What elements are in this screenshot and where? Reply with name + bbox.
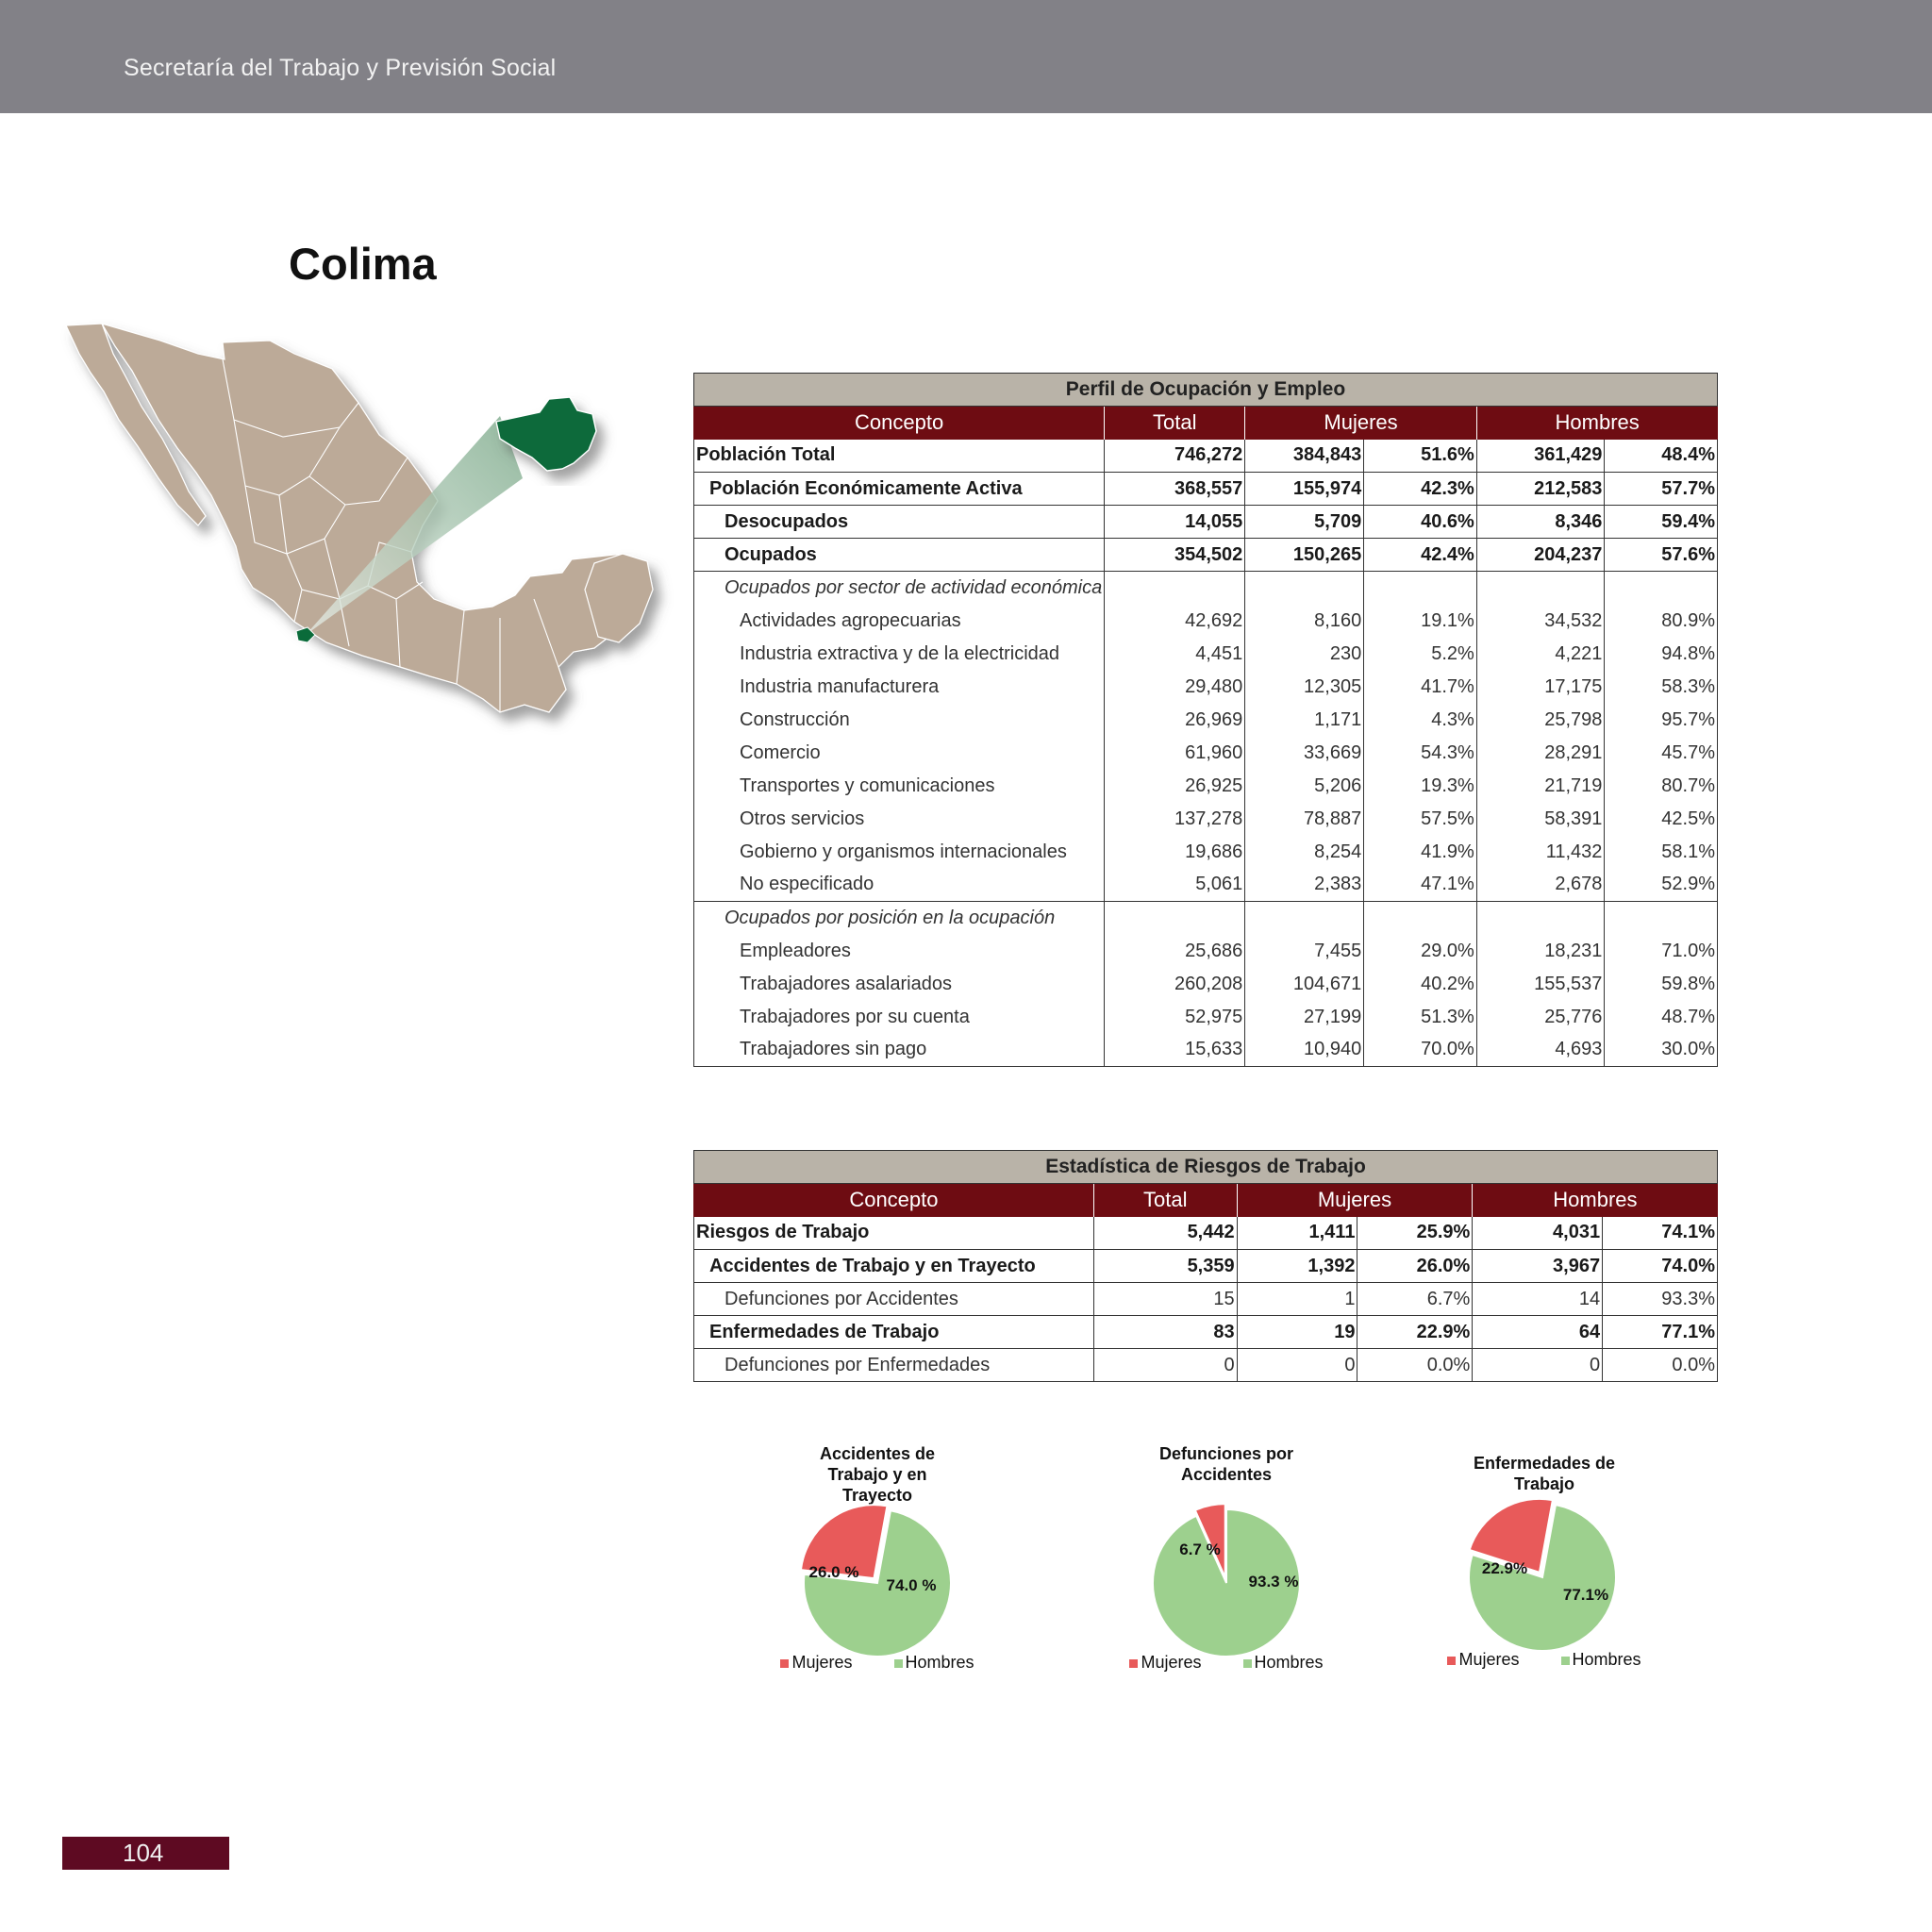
cell-hombres-pct [1605, 572, 1718, 605]
cell-total: 83 [1093, 1316, 1237, 1349]
pie-chart [1085, 1443, 1368, 1689]
pie-svg [1085, 1443, 1368, 1660]
cell-total: 26,969 [1105, 704, 1245, 737]
cell-hombres-pct: 95.7% [1605, 704, 1718, 737]
row-label: Población Económicamente Activa [694, 473, 1105, 506]
cell-mujeres-pct: 29.0% [1364, 935, 1477, 968]
cell-hombres-pct: 30.0% [1605, 1034, 1718, 1067]
row-label: Desocupados [694, 506, 1105, 539]
row-label: Defunciones por Accidentes [694, 1283, 1094, 1316]
cell-mujeres-pct: 19.3% [1364, 770, 1477, 803]
cell-hombres: 155,537 [1476, 968, 1605, 1001]
cell-hombres: 17,175 [1476, 671, 1605, 704]
cell-mujeres-pct: 57.5% [1364, 803, 1477, 836]
cell-hombres: 8,346 [1476, 506, 1605, 539]
legend-item-hombres [1561, 1650, 1641, 1669]
table-row [694, 539, 1718, 572]
cell-mujeres [1245, 902, 1364, 935]
cell-total: 25,686 [1105, 935, 1245, 968]
cell-hombres: 14 [1473, 1283, 1603, 1316]
cell-mujeres-pct: 51.6% [1364, 440, 1477, 473]
cell-hombres-pct: 48.7% [1605, 1001, 1718, 1034]
cell-total: 0 [1093, 1349, 1237, 1382]
cell-mujeres-pct: 5.2% [1364, 638, 1477, 671]
pie-chart [1403, 1449, 1686, 1694]
cell-hombres-pct: 58.3% [1605, 671, 1718, 704]
table-row [694, 1217, 1718, 1250]
cell-mujeres-pct [1364, 572, 1477, 605]
pie-title: Enfermedades de Trabajo [1473, 1454, 1616, 1493]
cell-hombres-pct: 77.1% [1603, 1316, 1718, 1349]
cell-mujeres [1245, 572, 1364, 605]
cell-hombres: 4,693 [1476, 1034, 1605, 1067]
cell-mujeres-pct: 42.4% [1364, 539, 1477, 572]
table-row [694, 1250, 1718, 1283]
cell-hombres-pct: 0.0% [1603, 1349, 1718, 1382]
cell-hombres-pct: 45.7% [1605, 737, 1718, 770]
cell-hombres: 0 [1473, 1349, 1603, 1382]
cell-hombres-pct: 57.6% [1605, 539, 1718, 572]
table-title: Estadística de Riesgos de Trabajo [694, 1151, 1718, 1184]
cell-mujeres-pct: 22.9% [1357, 1316, 1473, 1349]
cell-hombres-pct: 80.7% [1605, 770, 1718, 803]
pie-label-hombres: 77.1% [1562, 1586, 1609, 1604]
row-label: Riesgos de Trabajo [694, 1217, 1094, 1250]
pie-label-mujeres: 26.0 % [808, 1563, 859, 1581]
cell-mujeres-pct: 42.3% [1364, 473, 1477, 506]
mainland-shape [102, 324, 647, 712]
cell-hombres-pct: 59.8% [1605, 968, 1718, 1001]
cell-mujeres: 104,671 [1245, 968, 1364, 1001]
cell-mujeres-pct: 41.9% [1364, 836, 1477, 869]
row-label: Enfermedades de Trabajo [694, 1316, 1094, 1349]
col-header-hombres: Hombres [1476, 407, 1717, 440]
legend-swatch [894, 1659, 903, 1668]
legend-label: Mujeres [1141, 1653, 1202, 1672]
cell-mujeres: 5,709 [1245, 506, 1364, 539]
cell-total: 5,061 [1105, 869, 1245, 902]
pie-label-mujeres: 22.9% [1481, 1559, 1528, 1577]
row-label: Comercio [694, 737, 1105, 770]
cell-mujeres: 7,455 [1245, 935, 1364, 968]
col-header-concepto: Concepto [694, 1184, 1094, 1217]
cell-mujeres-pct: 40.2% [1364, 968, 1477, 1001]
row-label: Trabajadores sin pago [694, 1034, 1105, 1067]
cell-mujeres: 155,974 [1245, 473, 1364, 506]
col-header-mujeres: Mujeres [1237, 1184, 1473, 1217]
cell-hombres-pct: 74.1% [1603, 1217, 1718, 1250]
cell-hombres-pct: 93.3% [1603, 1283, 1718, 1316]
row-label: Empleadores [694, 935, 1105, 968]
table-row [694, 803, 1718, 836]
cell-hombres-pct: 48.4% [1605, 440, 1718, 473]
cell-mujeres: 0 [1237, 1349, 1357, 1382]
pie-label-hombres: 93.3 % [1248, 1573, 1299, 1591]
cell-total: 5,442 [1093, 1217, 1237, 1250]
cell-hombres: 58,391 [1476, 803, 1605, 836]
cell-mujeres-pct: 19.1% [1364, 605, 1477, 638]
table-row [694, 572, 1718, 605]
legend-item-mujeres [1129, 1653, 1201, 1672]
cell-mujeres: 8,160 [1245, 605, 1364, 638]
page-number: 104 [62, 1837, 229, 1870]
cell-hombres-pct: 94.8% [1605, 638, 1718, 671]
cell-mujeres-pct: 40.6% [1364, 506, 1477, 539]
cell-mujeres: 2,383 [1245, 869, 1364, 902]
cell-mujeres: 8,254 [1245, 836, 1364, 869]
col-header-hombres: Hombres [1473, 1184, 1718, 1217]
cell-mujeres-pct: 41.7% [1364, 671, 1477, 704]
table-title: Perfil de Ocupación y Empleo [694, 374, 1718, 407]
row-label: No especificado [694, 869, 1105, 902]
cell-total [1105, 572, 1245, 605]
pie-svg [1403, 1449, 1686, 1666]
mexico-map-svg [57, 316, 679, 759]
row-label: Ocupados por posición en la ocupación [694, 902, 1105, 935]
cell-mujeres-pct: 25.9% [1357, 1217, 1473, 1250]
header-band [0, 0, 1932, 113]
legend-swatch [780, 1659, 789, 1668]
cell-hombres-pct: 58.1% [1605, 836, 1718, 869]
cell-hombres-pct: 59.4% [1605, 506, 1718, 539]
cell-mujeres-pct: 70.0% [1364, 1034, 1477, 1067]
legend-item-mujeres [1447, 1650, 1519, 1669]
legend-item-hombres [894, 1653, 974, 1672]
cell-mujeres: 1,411 [1237, 1217, 1357, 1250]
table-row [694, 770, 1718, 803]
organization-name: Secretaría del Trabajo y Previsión Social [124, 55, 557, 81]
cell-mujeres: 19 [1237, 1316, 1357, 1349]
cell-hombres: 3,967 [1473, 1250, 1603, 1283]
row-label: Defunciones por Enfermedades [694, 1349, 1094, 1382]
col-header-total: Total [1105, 407, 1245, 440]
cell-hombres-pct: 71.0% [1605, 935, 1718, 968]
table-row [694, 968, 1718, 1001]
cell-total: 746,272 [1105, 440, 1245, 473]
cell-hombres: 2,678 [1476, 869, 1605, 902]
table-row [694, 869, 1718, 902]
legend-label: Hombres [1254, 1653, 1324, 1672]
cell-hombres [1476, 902, 1605, 935]
cell-hombres: 34,532 [1476, 605, 1605, 638]
cell-mujeres: 12,305 [1245, 671, 1364, 704]
row-label: Trabajadores asalariados [694, 968, 1105, 1001]
cell-mujeres: 33,669 [1245, 737, 1364, 770]
legend-swatch [1447, 1657, 1456, 1665]
table-row [694, 935, 1718, 968]
row-label: Accidentes de Trabajo y en Trayecto [694, 1250, 1094, 1283]
cell-total: 42,692 [1105, 605, 1245, 638]
table-row [694, 506, 1718, 539]
legend-label: Mujeres [1458, 1650, 1520, 1669]
cell-total: 52,975 [1105, 1001, 1245, 1034]
cell-hombres-pct [1605, 902, 1718, 935]
cell-hombres [1476, 572, 1605, 605]
col-header-mujeres: Mujeres [1245, 407, 1477, 440]
cell-mujeres: 78,887 [1245, 803, 1364, 836]
cell-mujeres-pct: 6.7% [1357, 1283, 1473, 1316]
row-label: Actividades agropecuarias [694, 605, 1105, 638]
perfil-ocupacion-table [693, 373, 1718, 1067]
legend-swatch [1129, 1659, 1138, 1668]
cell-mujeres-pct: 26.0% [1357, 1250, 1473, 1283]
mexico-map [57, 316, 679, 759]
table-row [694, 1001, 1718, 1034]
pie-title: Defunciones por Accidentes [1158, 1444, 1293, 1484]
cell-total: 15 [1093, 1283, 1237, 1316]
pie-label-mujeres: 6.7 % [1179, 1541, 1221, 1558]
col-header-total: Total [1093, 1184, 1237, 1217]
col-header-concepto: Concepto [694, 407, 1105, 440]
cell-hombres-pct: 80.9% [1605, 605, 1718, 638]
pie-chart [736, 1443, 1019, 1689]
cell-mujeres: 10,940 [1245, 1034, 1364, 1067]
cell-total: 368,557 [1105, 473, 1245, 506]
cell-hombres: 25,798 [1476, 704, 1605, 737]
legend-swatch [1243, 1659, 1252, 1668]
row-label: Ocupados [694, 539, 1105, 572]
cell-mujeres-pct: 0.0% [1357, 1349, 1473, 1382]
cell-hombres: 28,291 [1476, 737, 1605, 770]
cell-hombres-pct: 57.7% [1605, 473, 1718, 506]
cell-hombres: 4,221 [1476, 638, 1605, 671]
cell-mujeres-pct: 54.3% [1364, 737, 1477, 770]
cell-total: 29,480 [1105, 671, 1245, 704]
pie-legend [1085, 1653, 1368, 1673]
pie-legend [736, 1653, 1019, 1673]
row-label: Otros servicios [694, 803, 1105, 836]
legend-item-mujeres [780, 1653, 852, 1672]
cell-mujeres-pct: 4.3% [1364, 704, 1477, 737]
cell-mujeres: 5,206 [1245, 770, 1364, 803]
cell-mujeres: 1,392 [1237, 1250, 1357, 1283]
cell-hombres-pct: 42.5% [1605, 803, 1718, 836]
cell-mujeres: 27,199 [1245, 1001, 1364, 1034]
table-row [694, 836, 1718, 869]
cell-total [1105, 902, 1245, 935]
legend-label: Hombres [905, 1653, 974, 1672]
cell-total: 61,960 [1105, 737, 1245, 770]
table-row [694, 1316, 1718, 1349]
row-label: Ocupados por sector de actividad económica [694, 572, 1105, 605]
cell-mujeres: 150,265 [1245, 539, 1364, 572]
cell-hombres: 212,583 [1476, 473, 1605, 506]
pie-label-hombres: 74.0 % [886, 1576, 937, 1594]
row-label: Transportes y comunicaciones [694, 770, 1105, 803]
cell-hombres: 361,429 [1476, 440, 1605, 473]
cell-hombres: 21,719 [1476, 770, 1605, 803]
legend-item-hombres [1243, 1653, 1324, 1672]
cell-total: 14,055 [1105, 506, 1245, 539]
cell-total: 15,633 [1105, 1034, 1245, 1067]
cell-total: 4,451 [1105, 638, 1245, 671]
table-row [694, 638, 1718, 671]
riesgos-trabajo-table [693, 1150, 1718, 1382]
cell-hombres: 11,432 [1476, 836, 1605, 869]
cell-total: 5,359 [1093, 1250, 1237, 1283]
cell-mujeres: 230 [1245, 638, 1364, 671]
pie-legend [1403, 1650, 1686, 1670]
cell-hombres-pct: 74.0% [1603, 1250, 1718, 1283]
cell-hombres: 4,031 [1473, 1217, 1603, 1250]
legend-label: Hombres [1572, 1650, 1641, 1669]
cell-total: 26,925 [1105, 770, 1245, 803]
page-title: Colima [289, 239, 437, 289]
table-row [694, 440, 1718, 473]
table-row [694, 671, 1718, 704]
cell-hombres-pct: 52.9% [1605, 869, 1718, 902]
row-label: Construcción [694, 704, 1105, 737]
cell-total: 137,278 [1105, 803, 1245, 836]
cell-mujeres: 1 [1237, 1283, 1357, 1316]
cell-mujeres: 384,843 [1245, 440, 1364, 473]
table-row [694, 704, 1718, 737]
legend-label: Mujeres [791, 1653, 853, 1672]
row-label: Industria manufacturera [694, 671, 1105, 704]
table-row [694, 902, 1718, 935]
table-row [694, 1283, 1718, 1316]
row-label: Industria extractiva y de la electricidad [694, 638, 1105, 671]
cell-mujeres: 1,171 [1245, 704, 1364, 737]
cell-total: 260,208 [1105, 968, 1245, 1001]
cell-hombres: 204,237 [1476, 539, 1605, 572]
table-row [694, 1349, 1718, 1382]
pie-svg [736, 1443, 1019, 1660]
legend-swatch [1561, 1657, 1570, 1665]
cell-total: 19,686 [1105, 836, 1245, 869]
pie-title: Accidentes de Trabajo y en Trayecto [819, 1444, 936, 1505]
cell-hombres: 18,231 [1476, 935, 1605, 968]
cell-hombres: 64 [1473, 1316, 1603, 1349]
cell-mujeres-pct: 47.1% [1364, 869, 1477, 902]
cell-total: 354,502 [1105, 539, 1245, 572]
row-label: Trabajadores por su cuenta [694, 1001, 1105, 1034]
cell-mujeres-pct: 51.3% [1364, 1001, 1477, 1034]
row-label: Población Total [694, 440, 1105, 473]
table-row [694, 1034, 1718, 1067]
cell-mujeres-pct [1364, 902, 1477, 935]
row-label: Gobierno y organismos internacionales [694, 836, 1105, 869]
table-row [694, 473, 1718, 506]
table-row [694, 737, 1718, 770]
cell-hombres: 25,776 [1476, 1001, 1605, 1034]
table-row [694, 605, 1718, 638]
